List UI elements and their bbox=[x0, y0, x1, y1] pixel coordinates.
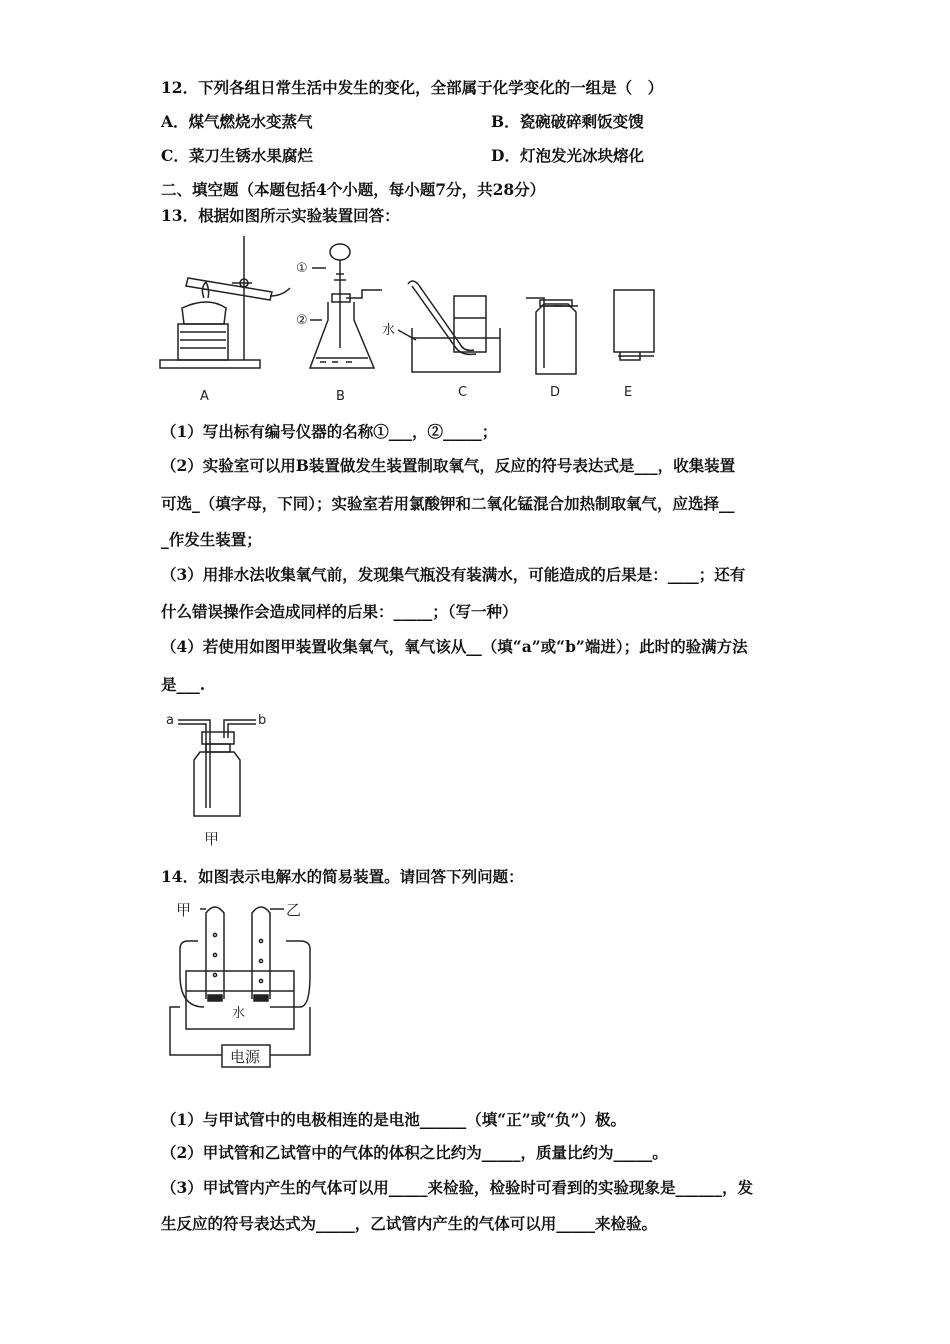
q12-option-d: D．灯泡发光冰块熔化 bbox=[491, 146, 644, 165]
q13-stem: 13．根据如图所示实验装置回答： bbox=[161, 206, 400, 225]
q14-part2: （2）甲试管和乙试管中的气体的体积之比约为_____，质量比约为_____。 bbox=[161, 1143, 668, 1162]
label-water: 水 bbox=[382, 323, 396, 338]
label-a: A bbox=[200, 389, 209, 404]
q13-part1: （1）写出标有编号仪器的名称①___，②_____； bbox=[161, 422, 498, 441]
electrolysis-figure bbox=[160, 895, 320, 1075]
q13-part2-line1: （2）实验室可以用B装置做发生装置制取氧气，反应的符号表达式是___，收集装置 bbox=[161, 456, 736, 475]
q12-stem: 12．下列各组日常生活中发生的变化，全部属于化学变化的一组是（ ） bbox=[161, 78, 664, 97]
label-b: B bbox=[336, 389, 345, 404]
q13-part4-line1: （4）若使用如图甲装置收集氧气，氧气该从__（填“a”或“b”端进）；此时的验满方法 bbox=[161, 637, 748, 656]
label-number-1: ① bbox=[296, 261, 308, 276]
label-number-2: ② bbox=[296, 313, 308, 328]
apparatus-b bbox=[310, 244, 382, 368]
bottle-caption: 甲 bbox=[204, 830, 220, 848]
tube-label-jia: 甲 bbox=[176, 901, 192, 919]
power-supply-label: 电源 bbox=[230, 1048, 261, 1066]
q14-part1: （1）与甲试管中的电极相连的是电池______（填“正”或“负”）极。 bbox=[161, 1110, 626, 1129]
q12-option-b: B．瓷碗破碎剩饭变馊 bbox=[491, 112, 644, 131]
q14-part3-line1: （3）甲试管内产生的气体可以用_____来检验，检验时可看到的实验现象是______，发 bbox=[161, 1178, 754, 1197]
bottle-port-b: b bbox=[258, 713, 267, 728]
section-heading: 二、填空题（本题包括4个小题，每小题7分，共28分） bbox=[161, 180, 546, 199]
apparatus-d bbox=[526, 298, 578, 374]
bottle-figure-jia bbox=[160, 704, 280, 854]
apparatus-c bbox=[398, 281, 500, 372]
q14-stem: 14．如图表示电解水的简易装置。请回答下列问题： bbox=[161, 867, 524, 886]
q14-part3-line2: 生反应的符号表达式为_____，乙试管内产生的气体可以用_____来检验。 bbox=[161, 1214, 658, 1233]
label-d: D bbox=[550, 385, 561, 400]
apparatus-e bbox=[614, 290, 654, 360]
q13-part3-line2: 什么错误操作会造成同样的后果：_____；（写一种） bbox=[161, 602, 518, 621]
bottle-port-a: a bbox=[166, 713, 174, 728]
q13-part2-line3: _作发生装置； bbox=[161, 530, 262, 549]
label-c: C bbox=[458, 385, 468, 400]
q12-option-a: A．煤气燃烧水变蒸气 bbox=[161, 112, 313, 131]
q12-option-c: C．菜刀生锈水果腐烂 bbox=[161, 146, 313, 165]
q13-part4-line2: 是___. bbox=[161, 675, 206, 694]
apparatus-figure bbox=[150, 228, 670, 408]
q13-part2-line2: 可选_（填字母，下同）；实验室若用氯酸钾和二氧化锰混合加热制取氧气，应选择__ bbox=[161, 494, 735, 513]
label-e: E bbox=[624, 385, 633, 400]
water-label: 水 bbox=[232, 1006, 246, 1021]
tube-label-yi: 乙 bbox=[286, 901, 302, 919]
q13-part3-line1: （3）用排水法收集氧气前，发现集气瓶没有装满水，可能造成的后果是：____；还有 bbox=[161, 565, 746, 584]
apparatus-a bbox=[160, 236, 290, 368]
